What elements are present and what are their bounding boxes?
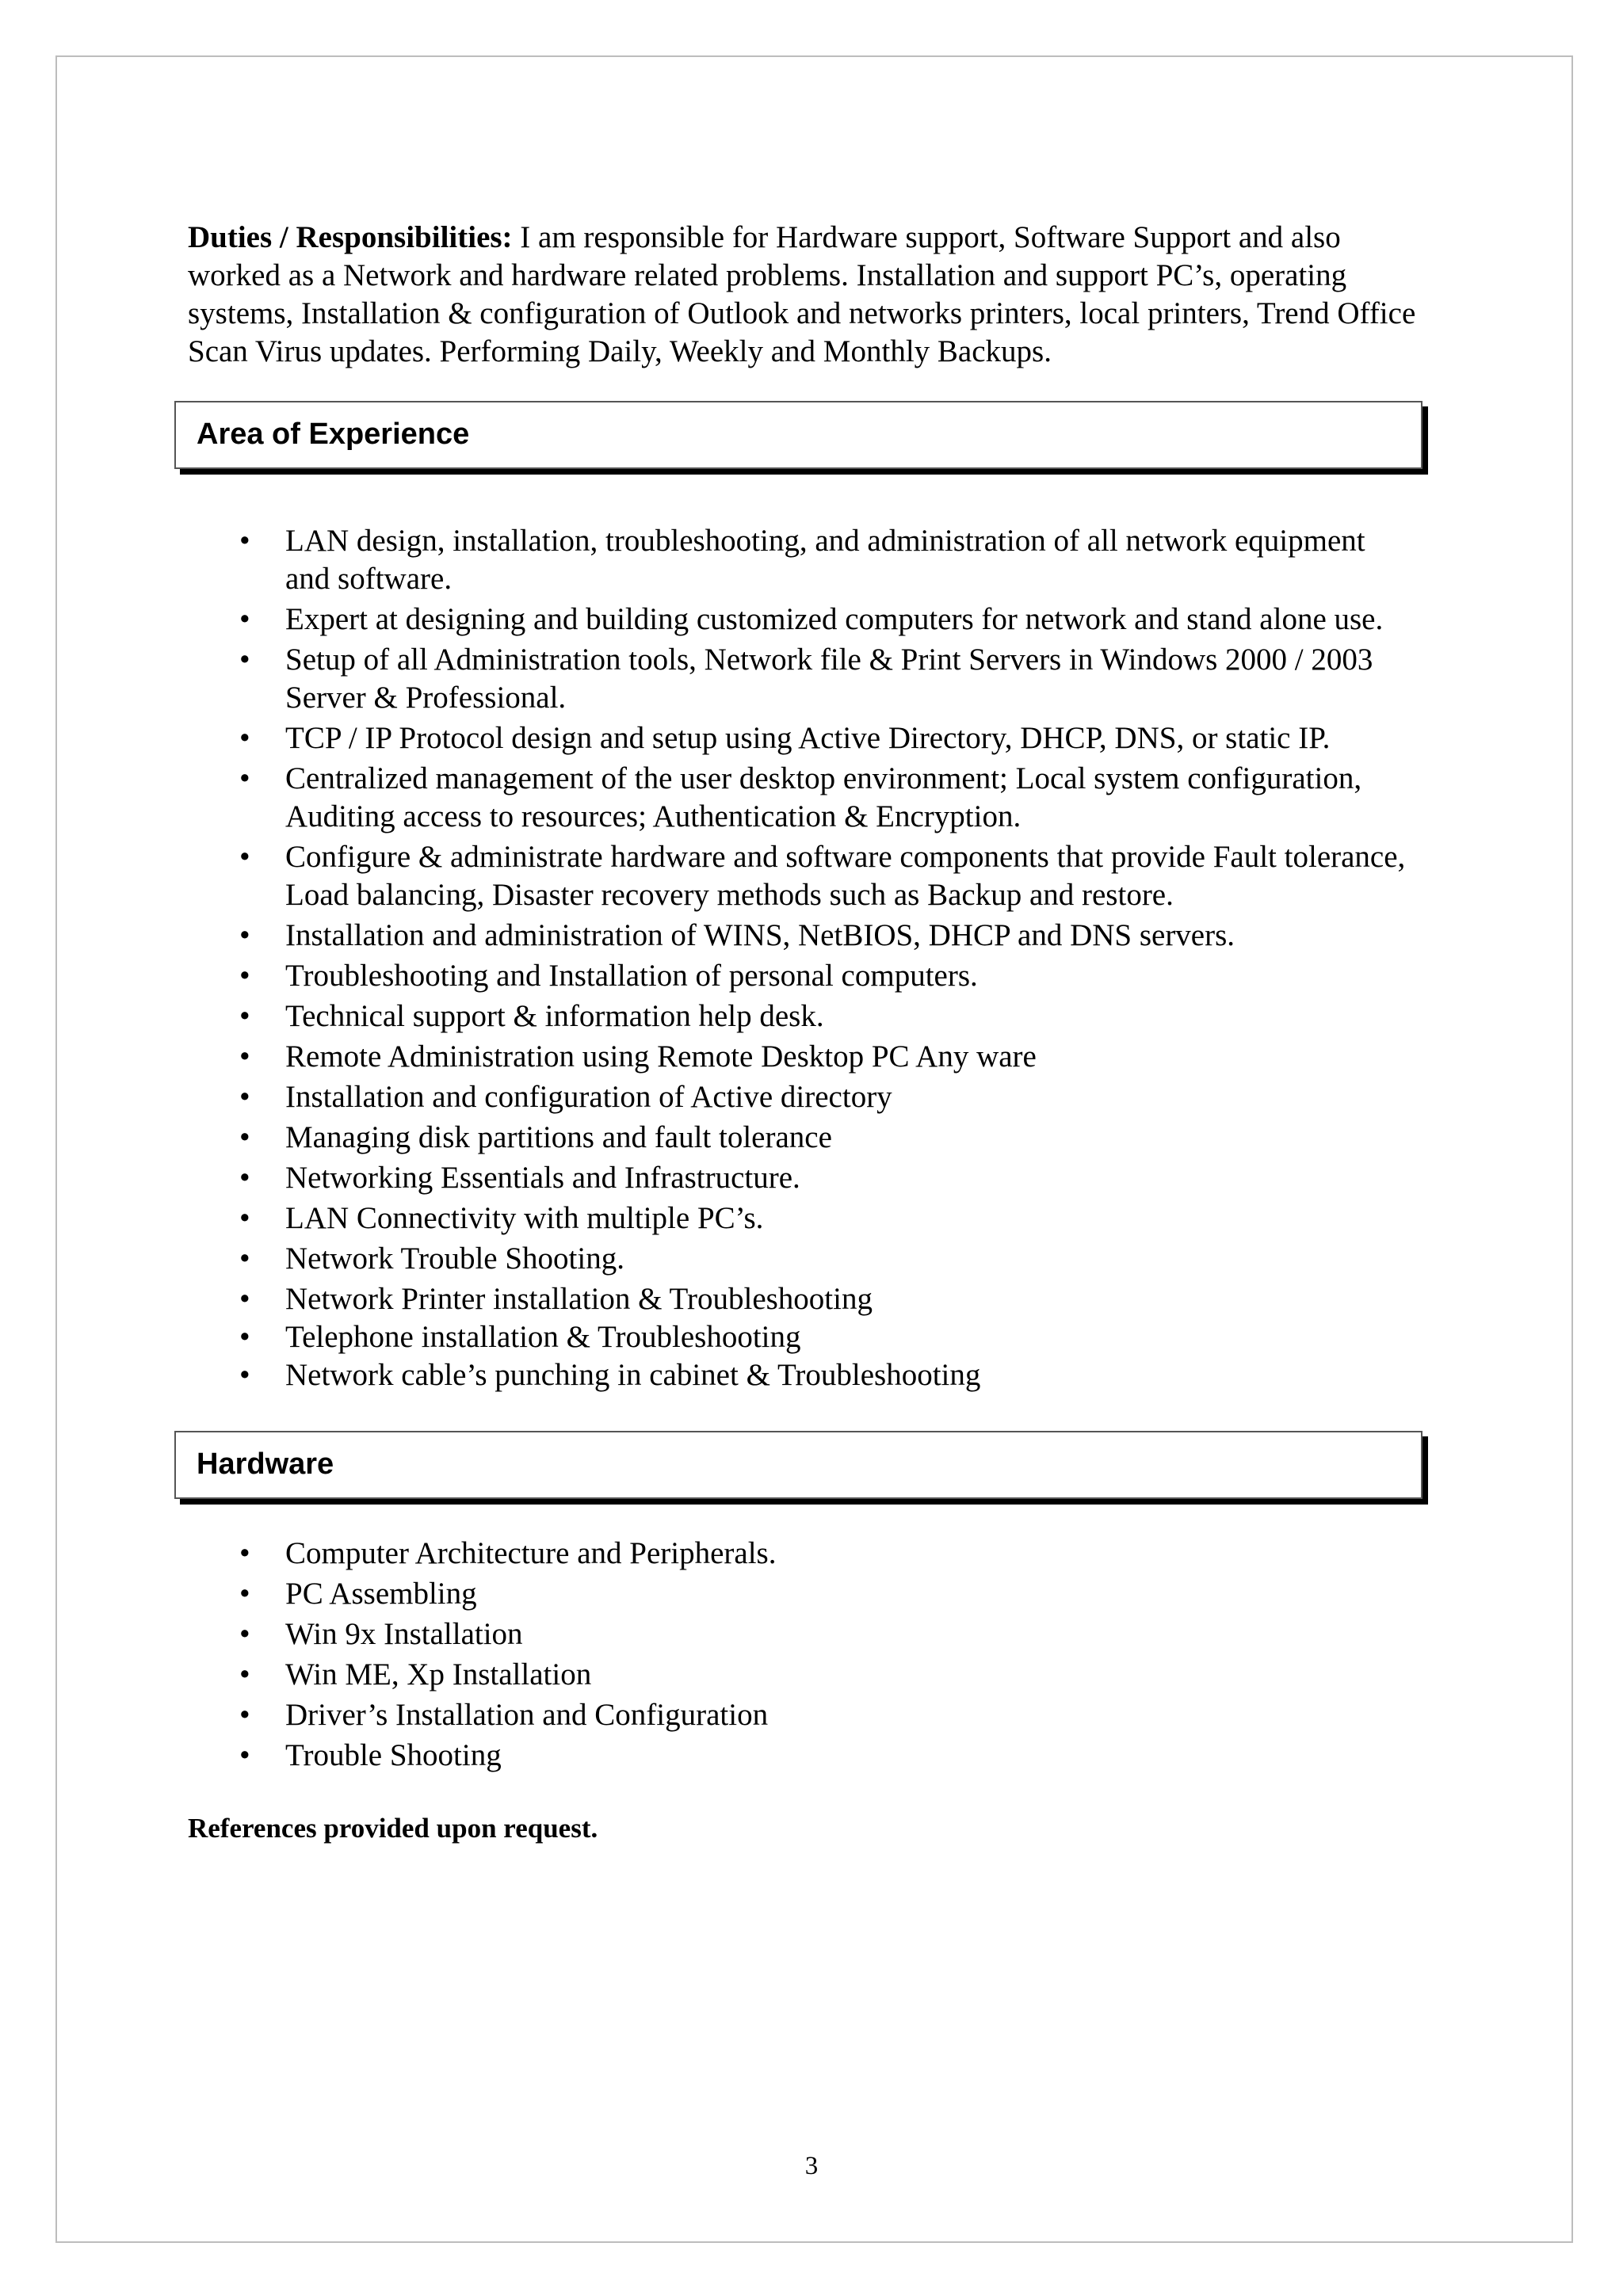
bullet-icon: • bbox=[239, 1577, 250, 1611]
bullet-icon: • bbox=[239, 1617, 250, 1651]
section-title-area-of-experience: Area of Experience bbox=[197, 418, 470, 451]
list-item: • Setup of all Administration tools, Network file & Print Servers in Windows 2000 / 2003 Server & Professional. bbox=[239, 643, 1373, 715]
list-item: • TCP / IP Protocol design and setup using Active Directory, DHCP, DNS, or static IP. bbox=[228, 719, 1417, 757]
list-item: • LAN Connectivity with multiple PC’s. bbox=[228, 1199, 1417, 1238]
list-item: • Expert at designing and building customized computers for network and stand alone use. bbox=[228, 601, 1417, 639]
bullet-icon: • bbox=[239, 1080, 250, 1114]
duties-label: Duties / Responsibilities: bbox=[188, 220, 513, 254]
list-item: • Installation and configuration of Active directory bbox=[228, 1078, 1417, 1116]
bullet-icon: • bbox=[239, 643, 250, 677]
list-item: • PC Assembling bbox=[228, 1573, 1417, 1614]
hardware-list bbox=[228, 1533, 1417, 1775]
list-item: • LAN design, installation, troubleshooting, and administration of all network equipment and software. bbox=[239, 524, 1365, 596]
bullet-icon: • bbox=[239, 602, 250, 636]
list-item: • Computer Architecture and Peripherals. bbox=[228, 1533, 1417, 1573]
bullet-icon: • bbox=[239, 721, 250, 755]
bullet-icon: • bbox=[239, 524, 250, 558]
list-item: • Network Trouble Shooting. bbox=[228, 1240, 1417, 1278]
list-item: • Networking Essentials and Infrastructure. bbox=[228, 1159, 1417, 1197]
list-item: • Telephone installation & Troubleshooting bbox=[228, 1318, 1417, 1356]
section-title-hardware: Hardware bbox=[197, 1447, 334, 1481]
duties-paragraph bbox=[188, 219, 1424, 371]
list-item: • Driver’s Installation and Configuration bbox=[228, 1695, 1417, 1735]
list-item: • Network Printer installation & Troubleshooting bbox=[228, 1280, 1417, 1318]
list-item: • Trouble Shooting bbox=[228, 1735, 1417, 1775]
duties-text: I am responsible for Hardware support, Software Support and also worked as a Network and hardware related problems. Installation and support PC’s, operating systems, Installation & configuration of Outlook and networks printers, local printers, Trend Office Scan Virus updates. Performing Daily, Weekly and Monthly Backups. bbox=[188, 220, 1416, 368]
experience-list bbox=[228, 522, 1417, 1394]
bullet-icon: • bbox=[239, 918, 250, 952]
page-number: 3 bbox=[804, 2152, 819, 2180]
bullet-icon: • bbox=[239, 840, 250, 874]
list-item: • Win ME, Xp Installation bbox=[228, 1654, 1417, 1695]
bullet-icon: • bbox=[239, 1320, 250, 1354]
bullet-icon: • bbox=[239, 1161, 250, 1195]
list-item: • Network cable’s punching in cabinet & Troubleshooting bbox=[228, 1356, 1417, 1394]
list-item: • Troubleshooting and Installation of personal computers. bbox=[228, 957, 1417, 995]
references-note: References provided upon request. bbox=[188, 1813, 598, 1844]
list-item: • Installation and administration of WINS, NetBIOS, DHCP and DNS servers. bbox=[228, 917, 1417, 955]
bullet-icon: • bbox=[239, 1241, 250, 1276]
bullet-icon: • bbox=[239, 1039, 250, 1074]
list-item: • Configure & administrate hardware and software components that provide Fault tolerance, Load balancing, Disaster recovery methods such as Backup and restore. bbox=[239, 840, 1406, 912]
bullet-icon: • bbox=[239, 761, 250, 795]
bullet-icon: • bbox=[239, 1698, 250, 1732]
bullet-icon: • bbox=[239, 1657, 250, 1691]
list-item: • Remote Administration using Remote Desktop PC Any ware bbox=[228, 1038, 1417, 1076]
list-item: • Win 9x Installation bbox=[228, 1614, 1417, 1654]
bullet-icon: • bbox=[239, 959, 250, 993]
section-header-hardware bbox=[174, 1431, 1423, 1499]
bullet-icon: • bbox=[239, 1358, 250, 1392]
list-item: • Technical support & information help desk. bbox=[228, 997, 1417, 1035]
bullet-icon: • bbox=[239, 1738, 250, 1772]
section-header-area-of-experience bbox=[174, 401, 1423, 469]
bullet-icon: • bbox=[239, 1201, 250, 1235]
bullet-icon: • bbox=[239, 1282, 250, 1316]
bullet-icon: • bbox=[239, 1536, 250, 1570]
bullet-icon: • bbox=[239, 1120, 250, 1154]
list-item: • Centralized management of the user desktop environment; Local system configuration, Auditing access to resources; Authentication & Encryption. bbox=[239, 761, 1362, 833]
list-item: • Managing disk partitions and fault tolerance bbox=[228, 1119, 1417, 1157]
bullet-icon: • bbox=[239, 999, 250, 1033]
